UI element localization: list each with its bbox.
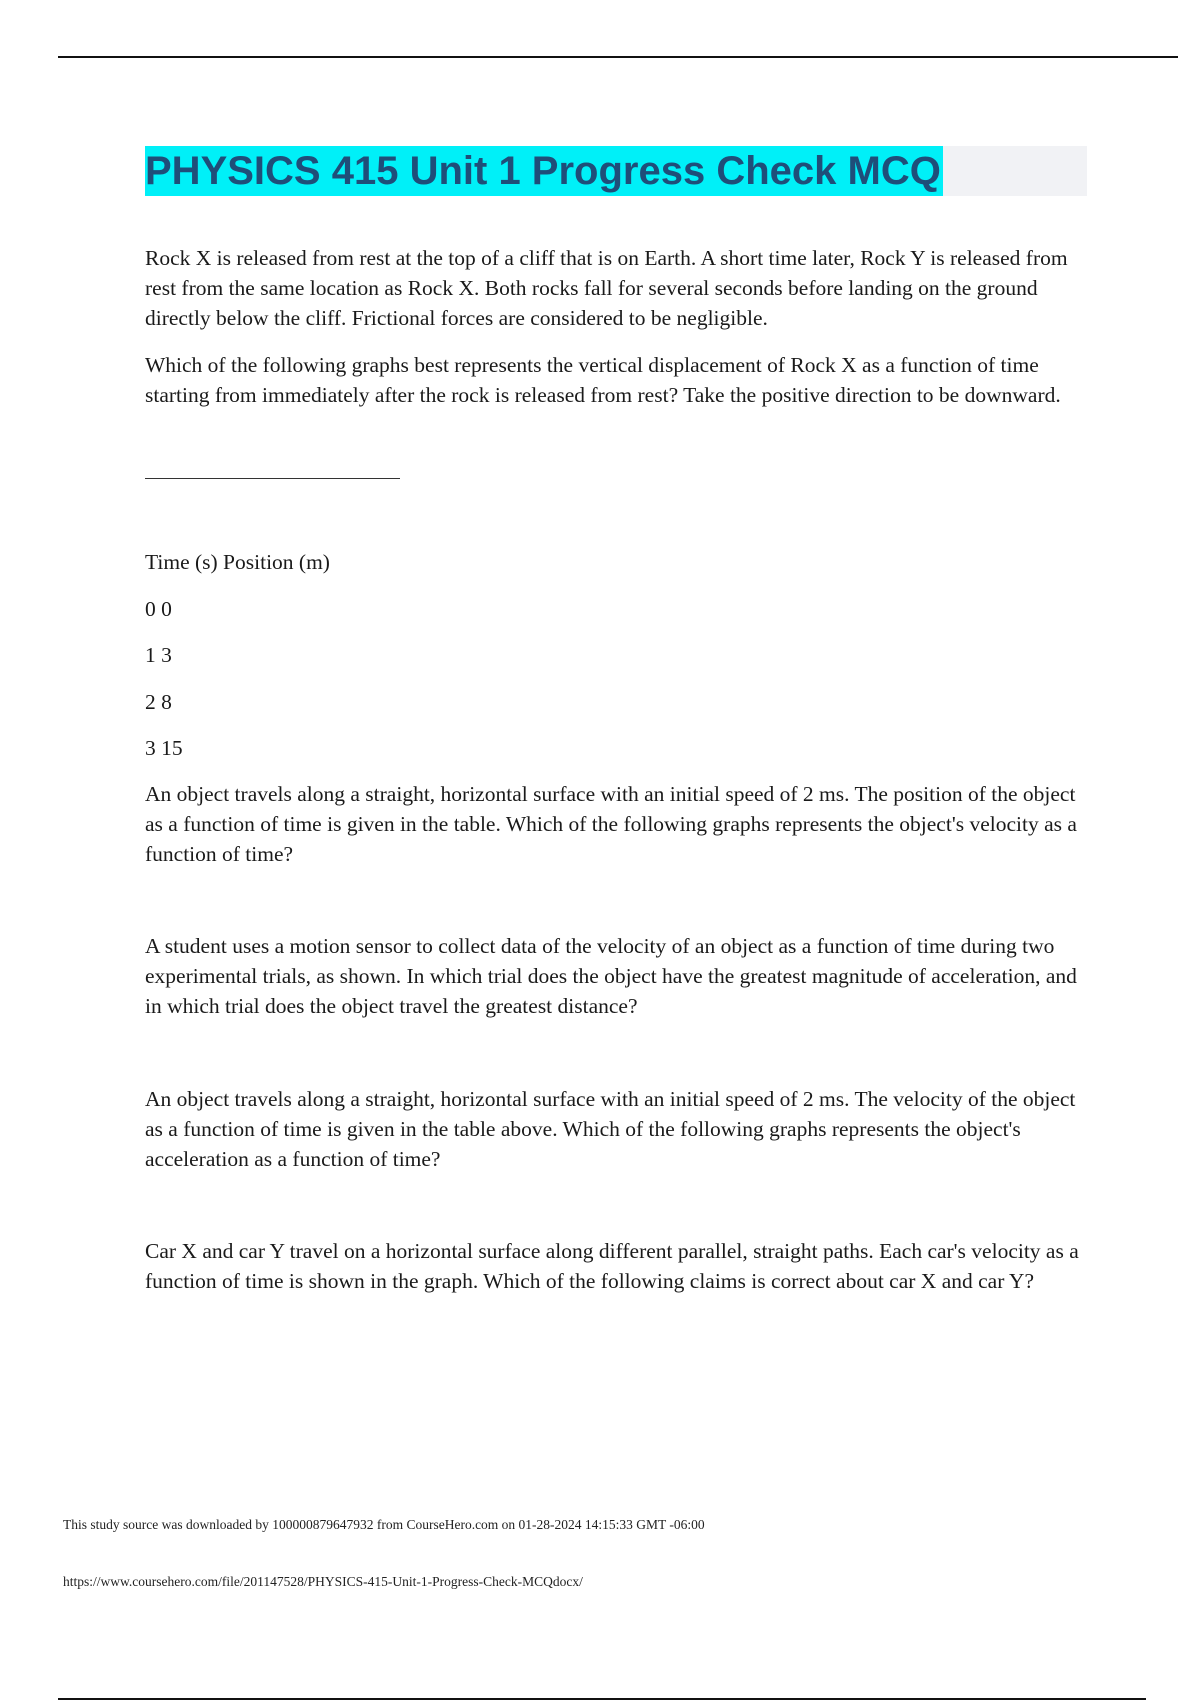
q1-stem: Rock X is released from rest at the top of a cliff that is on Earth. A short time later, Rock Y is released from rest from the same location as Rock X. Both rocks fall for several seconds before landing on the ground directly below the cliff. Frictional forces are considered to be negligible. bbox=[145, 246, 1068, 330]
title-block bbox=[145, 146, 1087, 196]
q5-question: Car X and car Y travel on a horizontal surface along different parallel, straight paths. Each car's velocity as a function of time is shown in the graph. Which of the following claims is correct about car X and car Y? bbox=[145, 1239, 1079, 1293]
q3-question: A student uses a motion sensor to collect data of the velocity of an object as a function of time during two experimental trials, as shown. In which trial does the object have the greatest magnitude of acceleration, and in which trial does the object travel the greatest distance? bbox=[145, 934, 1077, 1018]
page-title: PHYSICS 415 Unit 1 Progress Check MCQ bbox=[145, 146, 943, 196]
q4-question: An object travels along a straight, horizontal surface with an initial speed of 2 ms. The velocity of the object as a function of time is given in the table above. Which of the following graphs represents the object's acceleration as a function of time? bbox=[145, 1087, 1076, 1171]
q2-question: An object travels along a straight, horizontal surface with an initial speed of 2 ms. The position of the object as a function of time is given in the table. Which of the following graphs represents the object's velocity as a function of time? bbox=[145, 782, 1077, 866]
section-divider bbox=[145, 478, 400, 479]
q1-question: Which of the following graphs best represents the vertical displacement of Rock X as a function of time starting from immediately after the rock is released from rest? Take the positive direction to be downward. bbox=[145, 353, 1061, 407]
footer-source: This study source was downloaded by 100000879647932 from CourseHero.com on 01-28-2024 14:15:33 GMT -06:00 bbox=[63, 1517, 705, 1532]
table-row: 1 3 bbox=[145, 643, 172, 667]
footer-url: https://www.coursehero.com/file/201147528/PHYSICS-415-Unit-1-Progress-Check-MCQdocx/ bbox=[63, 1574, 583, 1589]
top-rule bbox=[58, 56, 1178, 58]
table-row: 0 0 bbox=[145, 597, 172, 621]
table-row: 2 8 bbox=[145, 690, 172, 714]
table-header: Time (s) Position (m) bbox=[145, 550, 330, 574]
table-row: 3 15 bbox=[145, 736, 183, 760]
